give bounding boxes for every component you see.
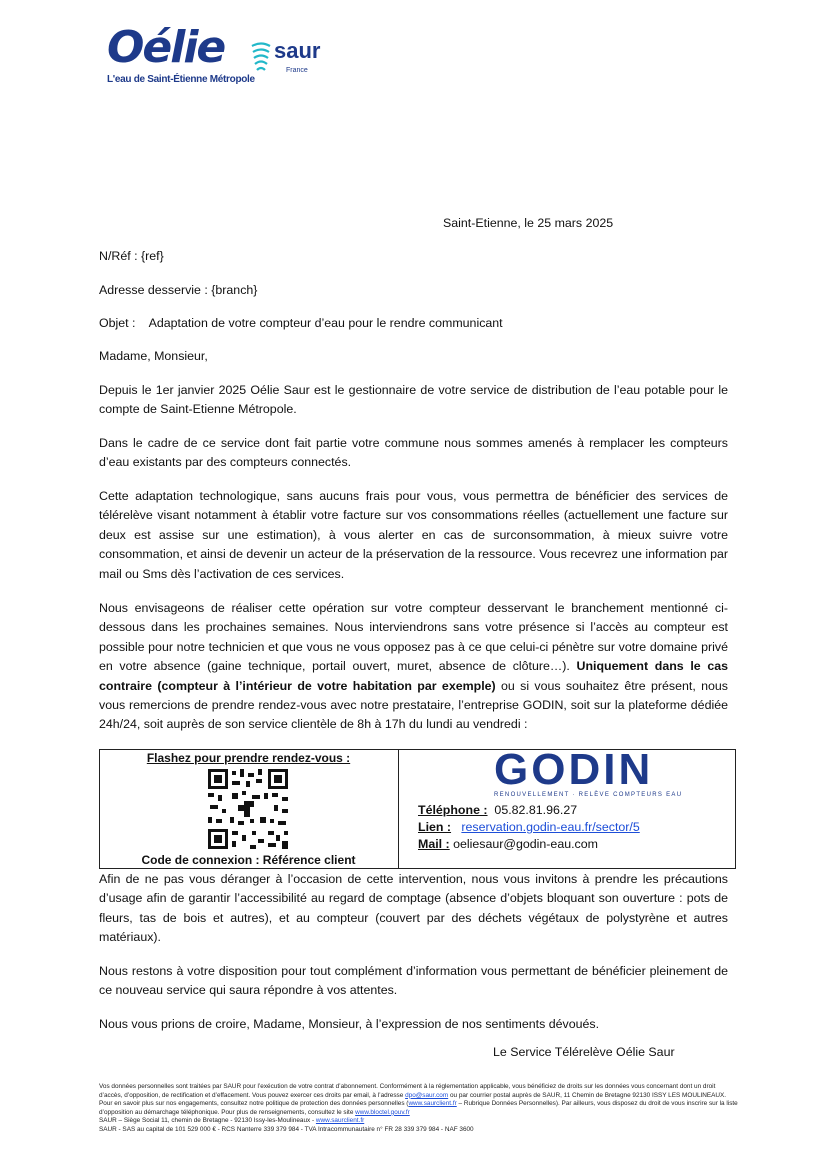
link-label: Lien :: [418, 820, 452, 834]
paragraph-precautions: Afin de ne pas vous déranger à l’occasion de cette intervention, nous vous invitons à prendre les précautions d’usage afin de garantir l’accessibilité au regard de comptage (absence d’objets bloquant son ouverture : pots de fleurs, tas de bois et autres), et au compteur (couvert par des déchets végétaux de polystyrène et autres matériaux).: [99, 872, 728, 945]
date-line: Saint-Etienne, le 25 mars 2025: [443, 216, 614, 230]
phone-label: Téléphone :: [418, 803, 488, 817]
footer-privacy: [99, 1083, 739, 1117]
mail-row: [418, 835, 598, 854]
footer-saurclient-link[interactable]: www.saurclient.fr: [408, 1100, 457, 1108]
paragraph-closing: Nous vous prions de croire, Madame, Monsieur, à l’expression de nos sentiments dévoués.: [99, 1017, 600, 1031]
paragraph-availability: Nous restons à votre disposition pour tout complément d’information vous permettant de bénéficier pleinement de ce nouveau service qui saura répondre à vos attentes.: [99, 964, 728, 998]
mail-value[interactable]: oeliesaur@godin-eau.com: [453, 837, 598, 851]
godin-logo: GODIN: [494, 745, 654, 794]
footer-privacy-text-b: ou par courrier postal auprès de SAUR, 11 Chemin de Bretagne 92130 ISSY LES MOULINEAUX. Pour en savoir plus sur nos engagements, consultez notre politique de protection des données personnelles (: [99, 1091, 727, 1108]
footer-bloctel-link[interactable]: www.bloctel.gouv.fr: [355, 1108, 410, 1116]
signature: Le Service Télérelève Oélie Saur: [493, 1045, 675, 1059]
connection-code-label: Code de connexion : Référence client: [141, 853, 356, 867]
footer-address-text: SAUR – Siège Social 11, chemin de Bretagne - 92130 Issy-les-Moulineaux -: [99, 1117, 316, 1125]
footer-privacy-text-c: – Rubrique Données Personnelles). Par ailleurs, vous disposez du droit de vous inscrire sur la liste d’opposition au démarchage téléphonique. Pour plus de renseignements, consultez le site: [99, 1100, 738, 1116]
reservation-link[interactable]: reservation.godin-eau.fr/sector/5: [461, 820, 640, 834]
oelie-logo-subtitle: L'eau de Saint-Étienne Métropole: [107, 74, 255, 85]
saur-logo-icon: [250, 42, 272, 72]
object-line: Objet : Adaptation de votre compteur d’eau pour le rendre communicant: [99, 316, 503, 330]
footer-company: SAUR - SAS au capital de 101 529 000 € - RCS Nanterre 339 379 984 - TVA Intracommunautaire n° FR 28 339 379 984 - NAF 3600: [99, 1125, 474, 1133]
legal-footer: [99, 1083, 739, 1135]
reference-line: N/Réf : {ref}: [99, 249, 164, 263]
appointment-box-divider: [398, 749, 399, 869]
salutation: Madame, Monsieur,: [99, 349, 208, 363]
mail-label: Mail :: [418, 837, 450, 851]
oelie-logo: Oélie: [107, 22, 225, 73]
saur-logo-text: saur: [274, 38, 321, 63]
footer-address: [99, 1117, 739, 1126]
paragraph-intervention: [99, 599, 728, 735]
intervention-text-b: ou si vous souhaitez être présent, nous vous remercions de prendre rendez-vous avec notre prestataire, l’entreprise GODIN, soit sur la plateforme dédiée 24h/24, soit auprès de son service clientèle de 8h à 17h du lundi au vendredi :: [99, 678, 728, 732]
saur-logo-subtitle: France: [286, 67, 308, 74]
intervention-text-a: Nous envisageons de réaliser cette opération sur votre compteur desservant le branchement mentionné ci-dessous dans les prochaines semaines. Nous interviendrons sans votre présence si l’accès au compteur est possible pour notre technicien et que vous ne vous opposez pas à ce que celui-ci pénètre sur votre domaine privé en votre absence (gaine technique, portail ouvert, muret, absence de clôture…).: [99, 601, 728, 674]
paragraph-benefits: Cette adaptation technologique, sans aucuns frais pour vous, vous permettra de bénéficier des services de télérelève visant notamment à établir votre facture sur vos consommations réelles (actuellement une facture sur deux est assise sur une estimation), à vous alerter en cas de surconsommation, à mieux suivre votre consommation, et ainsi de devenir un acteur de la préservation de la ressource. Vous recevrez une information par mail ou Sms dès l’activation de ces services.: [99, 489, 728, 581]
intervention-bold: Uniquement dans le cas contraire (compteur à l’intérieur de votre habitation par exemple): [99, 659, 728, 693]
footer-dpo-link[interactable]: dpo@saur.com: [405, 1091, 449, 1099]
qr-code-icon[interactable]: [208, 769, 288, 849]
address-line: Adresse desservie : {branch}: [99, 283, 258, 297]
phone-value[interactable]: 05.82.81.96.27: [494, 803, 578, 817]
qr-title: Flashez pour prendre rendez-vous :: [146, 751, 351, 765]
footer-address-link[interactable]: www.saurclient.fr: [315, 1117, 365, 1125]
footer-privacy-text-a: Vos données personnelles sont traitées par SAUR pour l’exécution de votre contrat d’abonnement. Conformément à la réglementation applicable, vous bénéficiez de droits sur les données vous concernant dont un droit d’accès, d’opposition, de rectification et d’effacement. Vous pouvez exercer ces droits par email, à l’adresse: [99, 1083, 716, 1099]
godin-tagline: RENOUVELLEMENT · RELÈVE COMPTEURS EAU: [494, 792, 683, 798]
paragraph-context: Dans le cadre de ce service dont fait partie votre commune nous sommes amenés à remplacer les compteurs d’eau existants par des compteurs connectés.: [99, 436, 728, 470]
paragraph-intro: Depuis le 1er janvier 2025 Oélie Saur est le gestionnaire de votre service de distribution de l’eau potable pour le compte de Saint-Etienne Métropole.: [99, 383, 728, 417]
